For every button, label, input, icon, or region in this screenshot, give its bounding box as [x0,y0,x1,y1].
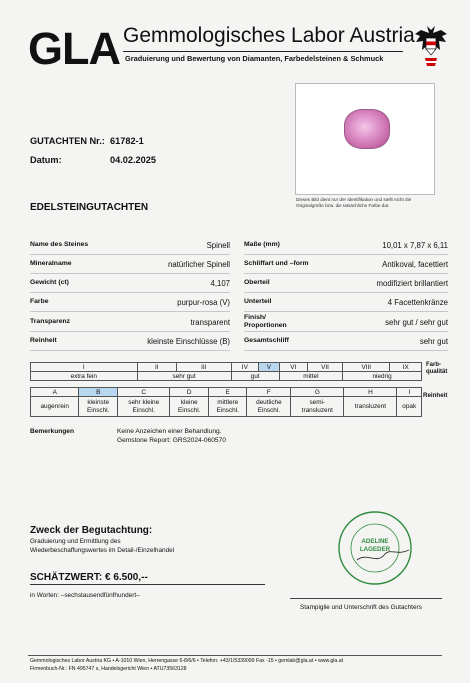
purpose-line: Wiederbeschaffungswertes im Detail-/Einzelhandel [30,546,175,554]
property-row [30,274,230,293]
stamp-name-first: ADELINE [361,538,389,545]
color-quality-scale [30,362,422,381]
signature-line [290,598,442,599]
footer [30,658,343,674]
report-date-value: 04.02.2025 [110,155,156,165]
austrian-eagle-emblem-icon [413,24,449,68]
clarity-grade-cell: F [247,388,291,397]
color-word-cell: niedrig [343,372,422,381]
clarity-word-cell: kleine Einschl. [170,397,209,417]
color-word-cell: mittel [279,372,343,381]
report-number-label: GUTACHTEN Nr.: [30,136,105,146]
estimated-value-amount: € 6.500,-- [105,572,148,583]
footer-line: Gemmologisches Labor Austria KG • A-1010 Wien, Herrengasse 6-8/6/6 • Telefon: +43/1/5339099 Fax -15 • gemlab@gla.at • www.gla.at [30,658,344,664]
property-row [30,313,230,332]
color-word-cell: gut [231,372,279,381]
clarity-grade-cell: H [344,388,397,397]
footer-divider [28,655,442,656]
value-divider [30,584,265,585]
property-label: Name des Steines [30,241,89,248]
property-value: sehr gut [419,337,448,346]
color-grade-cell: VII [307,363,342,372]
property-label: Farbe [30,298,49,305]
clarity-grade-cell-selected: B [79,388,118,397]
property-value: sehr gut / sehr gut [385,318,448,327]
color-grade-cell: II [137,363,176,372]
clarity-grade-cell: D [170,388,209,397]
property-row [30,236,230,255]
clarity-word-cell: sehr kleine Einschl. [117,397,170,417]
clarity-letters-row [31,388,422,397]
org-subtitle: Graduierung und Bewertung von Diamanten, Farbedelsteinen & Schmuck [125,54,384,63]
color-quality-label: Farb- qualität [426,362,448,375]
clarity-label: Reinheit [423,392,448,399]
org-name: Gemmologisches Labor Austria [123,24,415,47]
property-label: Mineralname [30,260,72,267]
purpose-title: Zweck der Begutachtung: [30,525,153,536]
property-label: Transparenz [30,318,71,325]
property-value: modifiziert brillantiert [376,279,448,288]
color-grade-cell: I [31,363,138,372]
gla-logo: GLA [28,23,120,74]
property-label: Gesamtschliff [244,337,289,344]
clarity-words-row [31,397,422,417]
property-value: natürlicher Spinell [168,260,230,269]
color-numerals-row [31,363,422,372]
clarity-grade-cell: C [117,388,170,397]
report-date-label: Datum: [30,155,62,165]
color-grade-cell-selected: V [259,363,280,372]
remarks-text [117,428,226,446]
clarity-scale [30,387,422,417]
property-row [244,332,448,351]
color-grade-cell: VI [279,363,307,372]
remarks-line: Gemstone Report: GRS2024-060570 [117,436,226,444]
property-value: kleinste Einschlüsse (B) [147,337,230,346]
color-grade-cell: VIII [343,363,390,372]
property-label: Unterteil [244,298,272,305]
property-label: Finish/ Proportionen [244,314,287,329]
property-value: Spinell [206,241,230,250]
value-in-words: in Worten: –sechstausendfünfhundert– [30,592,140,599]
signature-caption: Stampiglie und Unterschrift des Gutachters [300,604,422,611]
clarity-grade-cell: E [208,388,247,397]
clarity-grade-cell: G [291,388,344,397]
property-value: Antikoval, facettiert [382,260,448,269]
remarks-line: Keine Anzeichen einer Behandlung. [117,428,222,435]
property-label: Reinheit [30,337,57,344]
estimated-value-label: SCHÄTZWERT: [30,572,103,583]
property-row [244,293,448,312]
property-value: 10,01 x 7,87 x 6,11 [382,241,448,250]
photo-disclaimer: Dieses Bild dient nur der Identifikation und stellt nicht die Originalgröße bzw. die tatsächliche Farbe dar. [296,197,412,208]
clarity-word-cell: augenrein [31,397,79,417]
clarity-word-cell: deutliche Einschl. [247,397,291,417]
gemstone-photo [295,83,435,195]
property-value: transparent [190,318,230,327]
property-row [244,255,448,274]
color-word-cell: extra fein [31,372,138,381]
color-grade-cell: IX [390,363,422,372]
purpose-line: Graduierung und Ermittlung des [30,538,121,545]
property-value: 4 Facettenkränze [387,298,448,307]
property-row [244,313,448,332]
stamp-name-last: LAGEDER [359,546,391,553]
property-row [30,332,230,351]
color-grade-cell: IV [231,363,259,372]
property-row [30,255,230,274]
color-grade-cell: III [176,363,231,372]
remarks-label: Bemerkungen [30,428,74,435]
property-label: Maße (mm) [244,241,280,248]
clarity-word-cell: mittlere Einschl. [208,397,247,417]
report-title: EDELSTEINGUTACHTEN [30,202,149,213]
clarity-grade-cell: A [31,388,79,397]
color-word-cell: sehr gut [137,372,231,381]
gemmologist-stamp [337,510,413,586]
property-value: purpur-rosa (V) [177,298,230,307]
property-row [244,236,448,255]
clarity-word-cell: opak [397,397,422,417]
footer-line: Firmenbuch-Nr.: FN 495747 s, Handelsgericht Wien • ATU73563128 [30,665,187,672]
report-number-value: 61782-1 [110,136,144,146]
property-label: Gewicht (ct) [30,279,69,286]
property-row [244,274,448,293]
color-words-row [31,372,422,381]
property-row [30,293,230,312]
property-value: 4,107 [210,279,230,288]
clarity-word-cell: transluzent [344,397,397,417]
clarity-word-cell: kleinste Einschl. [79,397,118,417]
property-label: Oberteil [244,279,270,286]
clarity-grade-cell: I [397,388,422,397]
header-divider [123,51,403,52]
clarity-word-cell: semi- transluzent [291,397,344,417]
gemstone-image [344,109,390,149]
estimated-value [30,572,148,583]
purpose-text [30,538,174,555]
property-label: Schliffart und –form [244,260,309,267]
